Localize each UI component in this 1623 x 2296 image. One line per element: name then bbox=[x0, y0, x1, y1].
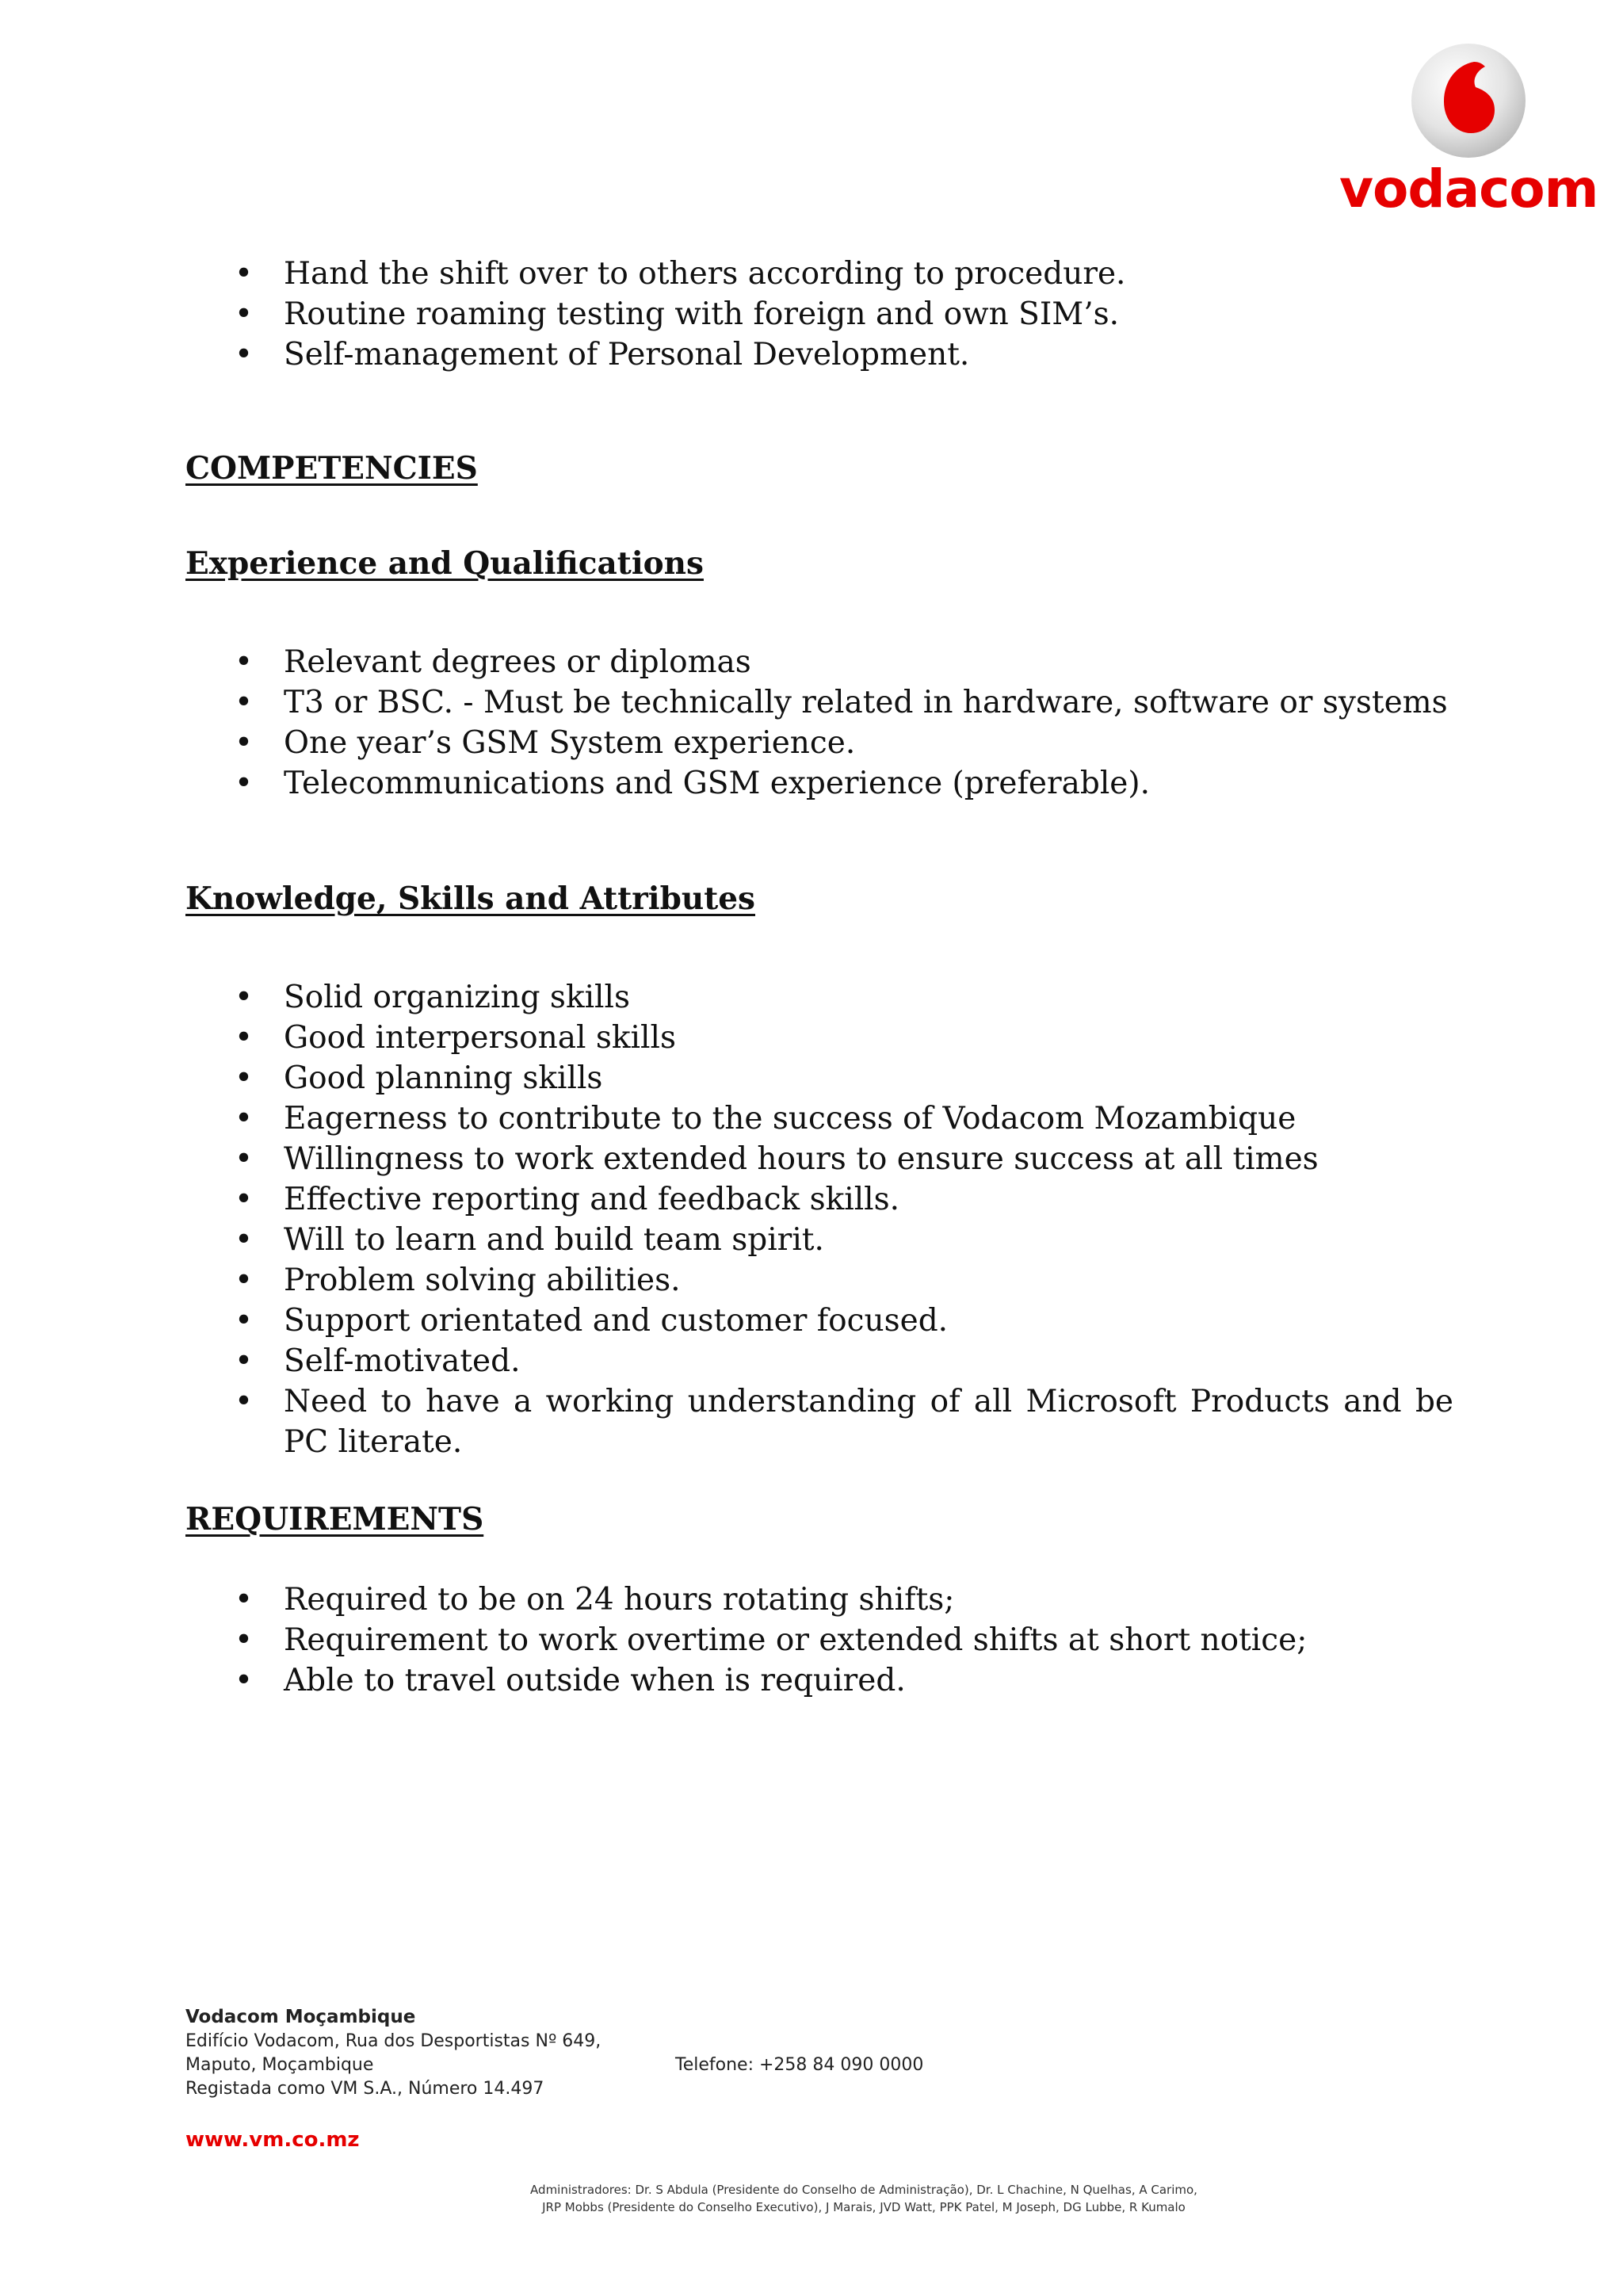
list-item: • Able to travel outside when is required. bbox=[0, 1660, 1623, 1701]
list-item: • Good interpersonal skills bbox=[0, 1018, 1623, 1058]
list-item: • Relevant degrees or diplomas bbox=[0, 642, 1623, 682]
list-item: • Routine roaming testing with foreign and own SIM’s. bbox=[0, 294, 1623, 334]
footer-address-line2: Maputo, Moçambique bbox=[185, 2055, 374, 2075]
requirements-heading: REQUIREMENTS bbox=[185, 1501, 484, 1538]
vodacom-wordmark: vodacom bbox=[1339, 159, 1598, 220]
knowledge-list bbox=[0, 977, 1623, 1462]
list-item: • Good planning skills bbox=[0, 1058, 1623, 1098]
duties-list bbox=[0, 254, 1623, 375]
list-item: • Effective reporting and feedback skills. bbox=[0, 1179, 1623, 1220]
competencies-heading: COMPETENCIES bbox=[185, 450, 478, 487]
list-item: • Required to be on 24 hours rotating shifts; bbox=[0, 1580, 1623, 1620]
list-item: • T3 or BSC. - Must be technically related in hardware, software or systems bbox=[0, 682, 1623, 723]
list-item: • Self-motivated. bbox=[0, 1341, 1623, 1381]
footer-company-name: Vodacom Moçambique bbox=[185, 2007, 416, 2027]
footer-phone: Telefone: +258 84 090 0000 bbox=[675, 2055, 924, 2075]
requirements-list bbox=[0, 1580, 1623, 1701]
footer-address-line1: Edifício Vodacom, Rua dos Desportistas Nº 649, bbox=[185, 2031, 601, 2051]
list-item: • Support orientated and customer focused. bbox=[0, 1301, 1623, 1341]
list-item: • Solid organizing skills bbox=[0, 977, 1623, 1018]
duties-list-section bbox=[0, 254, 1623, 375]
list-item: • Eagerness to contribute to the success of Vodacom Mozambique bbox=[0, 1098, 1623, 1139]
footer-administrators-line2: JRP Mobbs (Presidente do Conselho Executivo), J Marais, JVD Watt, PPK Patel, M Joseph, DG Lubbe, R Kumalo bbox=[542, 2200, 1186, 2214]
footer-administrators-line1: Administradores: Dr. S Abdula (Presidente do Conselho de Administração), Dr. L Chachine, N Quelhas, A Carimo, bbox=[530, 2183, 1197, 2197]
list-item: • Self-management of Personal Development. bbox=[0, 334, 1623, 375]
footer-website-link[interactable]: www.vm.co.mz bbox=[185, 2128, 360, 2152]
list-item: • Telecommunications and GSM experience (preferable). bbox=[0, 763, 1623, 804]
list-item: • Hand the shift over to others according to procedure. bbox=[0, 254, 1623, 294]
knowledge-heading: Knowledge, Skills and Attributes bbox=[185, 881, 755, 917]
experience-list-section bbox=[0, 642, 1623, 804]
list-item: • Need to have a working understanding of all Microsoft Products and be PC literate. bbox=[0, 1381, 1623, 1462]
experience-heading: Experience and Qualifications bbox=[185, 545, 704, 582]
list-item: • One year’s GSM System experience. bbox=[0, 723, 1623, 763]
experience-list bbox=[0, 642, 1623, 804]
knowledge-list-section bbox=[0, 977, 1623, 1462]
list-item: • Requirement to work overtime or extended shifts at short notice; bbox=[0, 1620, 1623, 1660]
vodacom-speechmark-icon bbox=[1409, 41, 1528, 160]
list-item: • Will to learn and build team spirit. bbox=[0, 1220, 1623, 1260]
list-item: • Problem solving abilities. bbox=[0, 1260, 1623, 1301]
footer-registration: Registada como VM S.A., Número 14.497 bbox=[185, 2079, 544, 2099]
requirements-list-section bbox=[0, 1580, 1623, 1701]
list-item: • Willingness to work extended hours to ensure success at all times bbox=[0, 1139, 1623, 1179]
vodacom-logo bbox=[1339, 38, 1598, 220]
